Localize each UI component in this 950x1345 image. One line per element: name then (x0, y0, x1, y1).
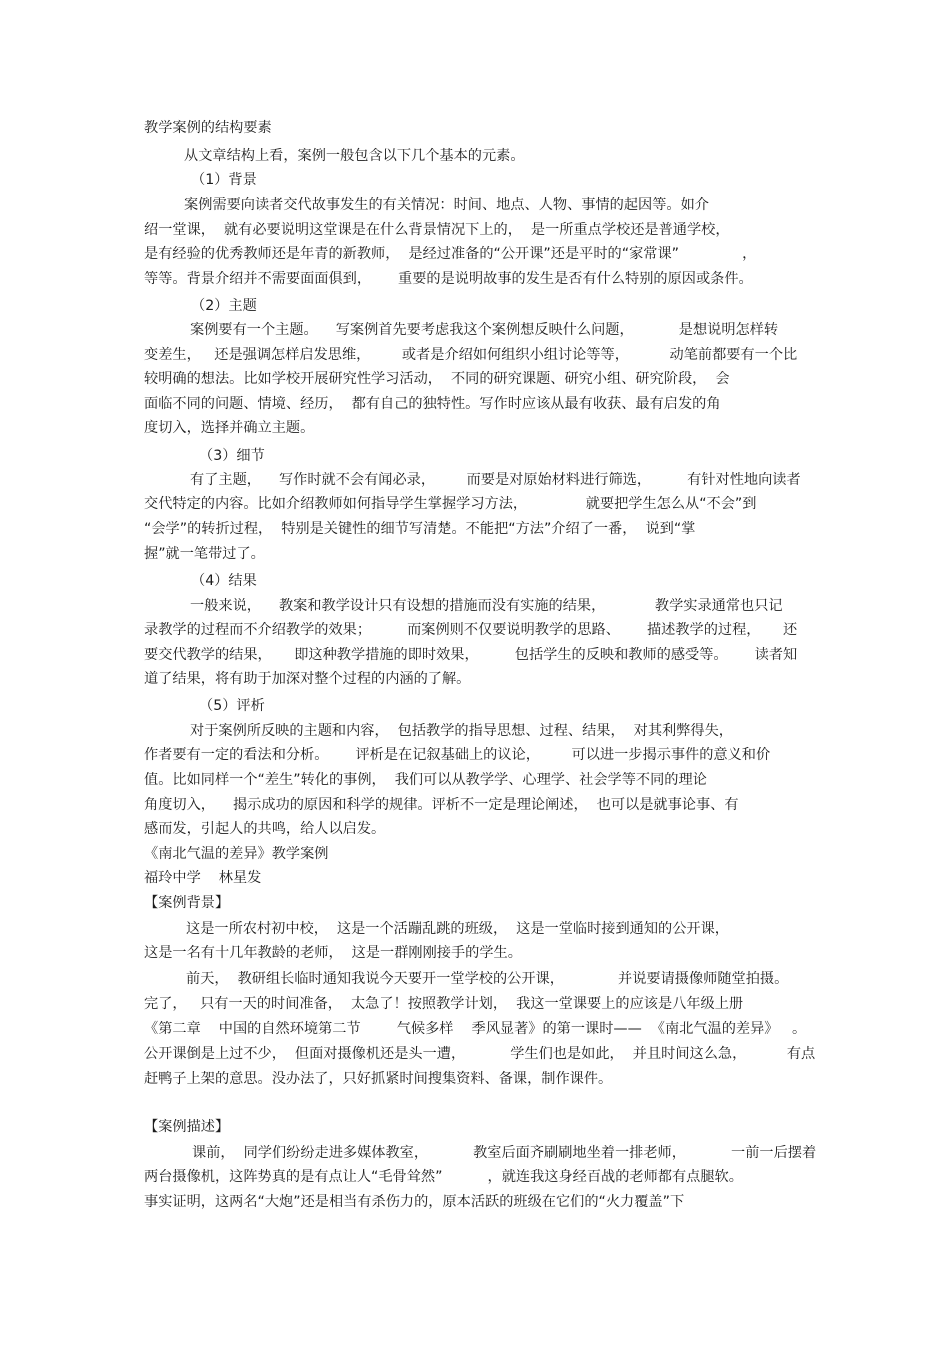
text-line: 录教学的过程而不介绍教学的效果； 而案例则不仅要说明教学的思路、 描述教学的过程， 还 (144, 622, 798, 638)
text-line: 感而发，引起人的共鸣，给人以启发。 (144, 821, 386, 837)
text-line: 对于案例所反映的主题和内容， 包括教学的指导思想、过程、结果， 对其利弊得失， (190, 723, 733, 739)
text-line: “会学”的转折过程， 特别是关键性的细节写清楚。不能把“方法”介绍了一番， 说到“掌 (144, 521, 696, 537)
section-heading: 【案例背景】 (144, 895, 230, 911)
text-line: 这是一所农村初中校， 这是一个活蹦乱跳的班级， 这是一堂临时接到通知的公开课， (186, 921, 729, 937)
text-line: 变差生， 还是强调怎样启发思维， 或者是介绍如何组织小组讨论等等， 动笔前都要有一个比 (144, 347, 798, 363)
text-line: 等等。背景介绍并不需要面面俱到， 重要的是说明故事的发生是否有什么特别的原因或条件。 (144, 271, 753, 287)
text-line: 绍一堂课， 就有必要说明这堂课是在什么背景情况下上的， 是一所重点学校还是普通学校， (144, 222, 730, 238)
text-line: 一般来说， 教案和教学设计只有设想的措施而没有实施的结果， 教学实录通常也只记 (190, 598, 783, 614)
text-line: 要交代教学的结果， 即这种教学措施的即时效果， 包括学生的反映和教师的感受等。 读者知 (144, 647, 798, 663)
text-line: 案例要有一个主题。 写案例首先要考虑我这个案例想反映什么问题， 是想说明怎样转 (190, 322, 779, 338)
text-line: 较明确的想法。比如学校开展研究性学习活动， 不同的研究课题、研究小组、研究阶段， 会 (144, 371, 730, 387)
text-line: 《第二章 中国的自然环境第二节 气候多样 季风显著》的第一课时—— 《南北气温的差异》 。 (144, 1021, 807, 1037)
case-title: 《南北气温的差异》教学案例 (144, 846, 329, 862)
doc-heading: 教学案例的结构要素 (144, 120, 272, 136)
text-line: 事实证明，这两名“大炮”还是相当有杀伤力的，原本活跃的班级在它们的“火力覆盖”下 (144, 1194, 685, 1210)
text-line: 是有经验的优秀教师还是年青的新教师， 是经过准备的“公开课”还是平时的“家常课” ， (144, 246, 757, 262)
text-line: 面临不同的问题、情境、经历， 都有自己的独特性。写作时应该从最有收获、最有启发的角 (144, 396, 721, 412)
text-line: 从文章结构上看，案例一般包含以下几个基本的元素。 (184, 148, 525, 164)
text-line: 交代特定的内容。比如介绍教师如何指导学生掌握学习方法， 就要把学生怎么从“不会”到 (144, 496, 757, 512)
text-line: 公开课倒是上过不少， 但面对摄像机还是头一遭， 学生们也是如此， 并且时间这么急， 有点 (144, 1046, 816, 1062)
text-line: 作者要有一定的看法和分析。 评析是在记叙基础上的议论， 可以进一步揭示事件的意义和价 (144, 747, 771, 763)
section-heading: 【案例描述】 (144, 1119, 230, 1135)
text-line: 角度切入， 揭示成功的原因和科学的规律。评析不一定是理论阐述， 也可以是就事论事、有 (144, 797, 739, 813)
section-heading: （2）主题 (191, 298, 257, 314)
section-heading: （1）背景 (191, 172, 257, 188)
text-line: 案例需要向读者交代故事发生的有关情况：时间、地点、人物、事情的起因等。如介 (184, 197, 709, 213)
text-line: 这是一名有十几年教龄的老师， 这是一群刚刚接手的学生。 (144, 945, 522, 961)
text-line: 度切入，选择并确立主题。 (144, 420, 315, 436)
text-line: 值。比如同样一个“差生”转化的事例， 我们可以从教学学、心理学、社会学等不同的理论 (144, 772, 707, 788)
section-heading: （5）评析 (199, 698, 265, 714)
text-line: 握”就一笔带过了。 (144, 546, 265, 562)
text-line: 赶鸭子上架的意思。没办法了，只好抓紧时间搜集资料、备课，制作课件。 (144, 1071, 613, 1087)
section-heading: （3）细节 (199, 448, 265, 464)
text-line: 课前， 同学们纷纷走进多媒体教室， 教室后面齐刷刷地坐着一排老师， 一前一后摆着 (192, 1145, 817, 1161)
section-heading: （4）结果 (191, 573, 257, 589)
text-line: 完了， 只有一天的时间准备， 太急了！按照教学计划， 我这一堂课要上的应该是八年级上册 (144, 996, 744, 1012)
text-line: 有了主题， 写作时就不会有闻必录， 而要是对原始材料进行筛选， 有针对性地向读者 (190, 472, 801, 488)
text-line: 两台摄像机，这阵势真的是有点让人“毛骨耸然” ，就连我这身经百战的老师都有点腿软。 (144, 1169, 743, 1185)
text-line: 前天， 教研组长临时通知我说今天要开一堂学校的公开课， 并说要请摄像师随堂拍摄。 (186, 971, 789, 987)
author-line: 福玲中学 林星发 (144, 870, 262, 886)
text-line: 道了结果，将有助于加深对整个过程的内涵的了解。 (144, 671, 471, 687)
